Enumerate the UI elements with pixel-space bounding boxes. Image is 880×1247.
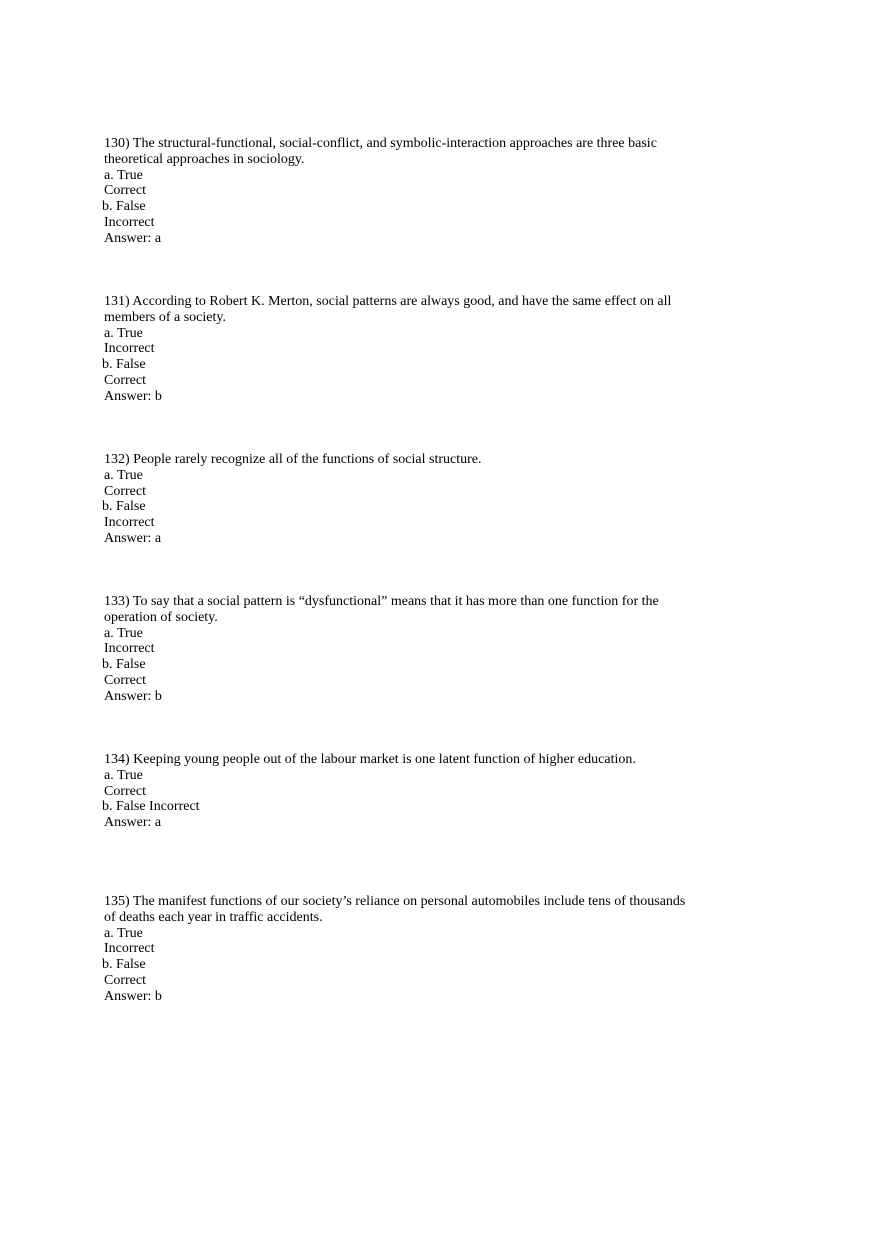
option-a: a. True	[104, 925, 143, 941]
question-132	[104, 452, 724, 547]
answer-key: Answer: b	[104, 688, 162, 704]
answer-key: Answer: a	[104, 530, 162, 546]
question-stem-line: members of a society.	[104, 309, 226, 325]
option-a: a. True	[104, 767, 143, 783]
option-b: b. False	[102, 357, 146, 373]
option-b-feedback: Incorrect	[104, 515, 155, 531]
option-b: b. False	[102, 199, 146, 215]
answer-key: Answer: a	[104, 230, 162, 246]
option-a: a. True	[104, 167, 143, 183]
question-stem-line: 131) According to Robert K. Merton, social patterns are always good, and have the same effect on all	[104, 294, 672, 309]
option-a-feedback: Correct	[104, 183, 146, 199]
option-b: b. False	[102, 499, 146, 515]
question-stem-line: 132) People rarely recognize all of the functions of social structure.	[104, 452, 482, 467]
answer-key: Answer: b	[104, 388, 162, 404]
option-b-feedback: Correct	[104, 372, 146, 388]
option-b: b. False	[102, 657, 146, 673]
option-a: a. True	[104, 467, 143, 483]
answer-key: Answer: b	[104, 988, 162, 1004]
option-b: b. False Incorrect	[102, 799, 200, 815]
option-a: a. True	[104, 625, 143, 641]
option-a-feedback: Incorrect	[104, 341, 155, 357]
question-stem-line: operation of society.	[104, 609, 218, 625]
option-a: a. True	[104, 325, 143, 341]
question-stem-line: 134) Keeping young people out of the labour market is one latent function of higher education.	[104, 752, 636, 767]
question-135	[104, 894, 724, 1005]
option-b-feedback: Correct	[104, 672, 146, 688]
option-a-feedback: Correct	[104, 483, 146, 499]
option-b-feedback: Incorrect	[104, 214, 155, 230]
option-b-feedback: Correct	[104, 972, 146, 988]
question-stem-line: theoretical approaches in sociology.	[104, 151, 305, 167]
question-134	[104, 752, 724, 831]
question-130	[104, 136, 724, 247]
option-b: b. False	[102, 957, 146, 973]
option-a-feedback: Incorrect	[104, 641, 155, 657]
option-a-feedback: Correct	[104, 783, 146, 799]
question-stem-line: of deaths each year in traffic accidents.	[104, 909, 323, 925]
question-stem-line: 135) The manifest functions of our society’s reliance on personal automobiles include tens of thousands	[104, 894, 686, 909]
question-stem-line: 130) The structural-functional, social-conflict, and symbolic-interaction approaches are three basic	[104, 136, 657, 151]
option-a-feedback: Incorrect	[104, 941, 155, 957]
question-133	[104, 594, 724, 705]
question-131	[104, 294, 724, 405]
question-stem-line: 133) To say that a social pattern is “dysfunctional” means that it has more than one function for the	[104, 594, 659, 609]
answer-key: Answer: a	[104, 815, 162, 831]
